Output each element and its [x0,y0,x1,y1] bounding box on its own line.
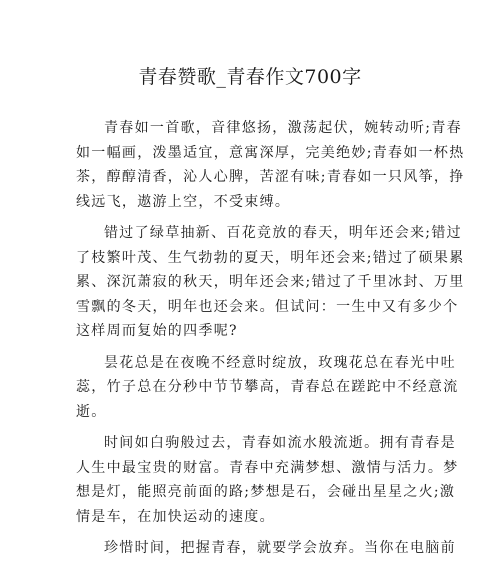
text-line: 珍惜时间，把握青春，就要学会放弃。当你在电脑前 [104,540,456,556]
text-line: 人生中最宝贵的财富。青春中充满梦想、激情与活力。梦 [76,459,459,476]
text-line: 茶，醇醇清香，沁人心脾，苦涩有味;青春如一只风筝，挣 [76,169,465,185]
text-line: 想是灯，能照亮前面的路;梦想是石，会碰出星星之火;激 [76,484,456,500]
article-body [76,116,465,566]
text-line: 雪飘的冬天，明年也还会来。但试问：一生中又有多少个 [76,298,459,315]
paragraph-5 [76,536,456,561]
article-title: 青春赞歌_青春作文700字 [138,66,362,88]
text-line: 如一幅画，泼墨适宜，意寓深厚，完美绝妙;青春如一杯热 [76,144,465,161]
text-line: 蕊，竹子总在分秒中节节攀高，青春总在蹉跎中不经意流 [76,379,459,395]
text-line: 逝。 [76,403,107,420]
paragraph-3 [76,351,459,425]
paragraph-1 [76,116,465,214]
text-line: 累、深沉萧寂的秋天，明年还会来;错过了千里冰封、万里 [76,274,465,290]
paragraph-4 [76,431,459,529]
text-line: 时间如白驹般过去，青春如流水般流逝。拥有青春是 [104,435,456,451]
text-line: 这样周而复始的四季呢? [76,323,238,339]
paragraph-2 [76,221,465,344]
text-line: 情是车，在加快运动的速度。 [76,508,275,525]
text-line: 线远飞，遨游上空，不受束缚。 [76,193,291,210]
text-line: 青春如一首歌，音律悠扬，激荡起伏，婉转动听;青春 [104,120,462,136]
text-line: 错过了绿草抽新、百花竞放的春天，明年还会来;错过 [104,225,462,241]
text-line: 了枝繁叶茂、生气勃勃的夏天，明年还会来;错过了硕果累 [76,249,465,266]
text-line: 昙花总是在夜晚不经意时绽放，玫瑰花总在春光中吐 [104,354,456,371]
